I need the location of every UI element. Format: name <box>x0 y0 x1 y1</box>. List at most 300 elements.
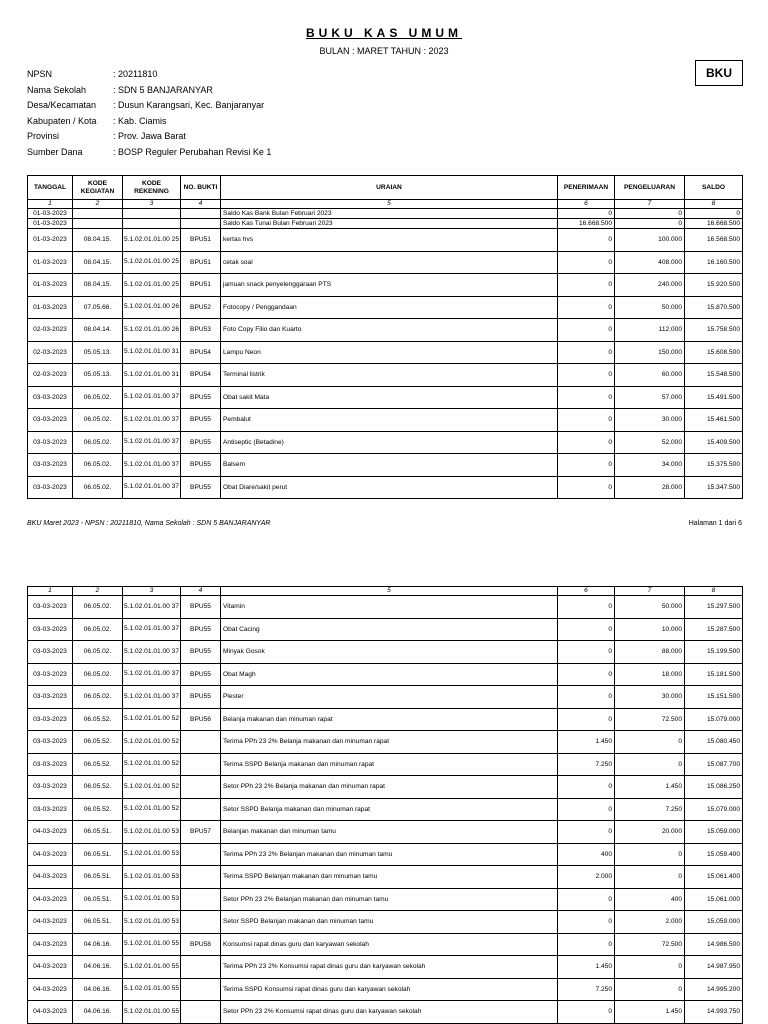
info-label: Desa/Kecamatan <box>27 100 97 111</box>
balance-cell: 15.061.000 <box>685 888 743 911</box>
balance-cell: 15.151.500 <box>685 686 743 709</box>
account-code-cell: 5.1.02.01.01.00 55 <box>123 1001 181 1024</box>
info-label: Kabupaten / Kota <box>27 115 97 126</box>
account-code-cell: 5.1.02.01.01.00 37 <box>123 431 181 454</box>
receipt-no-cell: BPU55 <box>181 476 221 499</box>
date-cell: 01-03-2023 <box>28 229 73 252</box>
date-cell: 03-03-2023 <box>28 431 73 454</box>
activity-code-cell: 06.05.51. <box>73 911 123 934</box>
expense-amount-cell: 60.000 <box>615 364 685 387</box>
account-code-cell: 5.1.02.01.01.00 55 <box>123 933 181 956</box>
account-code-cell: 5.1.02.01.01.00 31 <box>123 341 181 364</box>
activity-code-cell: 06.05.51. <box>73 821 123 844</box>
info-row <box>27 116 271 132</box>
receipt-amount-cell: 0 <box>558 274 615 297</box>
table-row <box>28 409 743 432</box>
column-number: 8 <box>685 200 743 209</box>
info-row <box>27 69 271 85</box>
date-cell: 03-03-2023 <box>28 386 73 409</box>
bku-badge: BKU <box>695 60 743 86</box>
description-cell: Saldo Kas Bank Bulan Februari 2023 <box>221 209 558 219</box>
balance-cell: 14.986.500 <box>685 933 743 956</box>
date-cell: 03-03-2023 <box>28 686 73 709</box>
info-label: Provinsi <box>27 131 60 142</box>
description-cell: Setor PPh 23 2% Belanjan makanan dan minuman tamu <box>221 888 558 911</box>
info-value: : 20211810 <box>113 69 158 79</box>
date-cell: 03-03-2023 <box>28 708 73 731</box>
receipt-no-cell: BPU51 <box>181 274 221 297</box>
balance-cell: 15.461.500 <box>685 409 743 432</box>
receipt-no-cell <box>181 219 221 229</box>
receipt-amount-cell: 0 <box>558 341 615 364</box>
activity-code-cell: 06.05.52. <box>73 731 123 754</box>
table-row <box>28 731 743 754</box>
account-code-cell: 5.1.02.01.01.00 55 <box>123 978 181 1001</box>
balance-cell: 15.347.500 <box>685 476 743 499</box>
expense-amount-cell: 28.000 <box>615 476 685 499</box>
activity-code-cell: 08.04.15. <box>73 229 123 252</box>
description-cell: Terminal listrik <box>221 364 558 387</box>
receipt-amount-cell: 0 <box>558 798 615 821</box>
receipt-no-cell: BPU56 <box>181 708 221 731</box>
receipt-no-cell: BPU57 <box>181 821 221 844</box>
column-header: SALDO <box>685 176 743 200</box>
balance-cell: 16.160.500 <box>685 251 743 274</box>
balance-cell: 15.079.000 <box>685 708 743 731</box>
account-code-cell: 5.1.02.01.01.00 25 <box>123 274 181 297</box>
column-number: 5 <box>221 200 558 209</box>
document-title: BUKU KAS UMUM <box>306 26 462 40</box>
activity-code-cell: 06.05.51. <box>73 843 123 866</box>
activity-code-cell: 06.05.02. <box>73 618 123 641</box>
table-row <box>28 821 743 844</box>
receipt-no-cell: BPU55 <box>181 596 221 619</box>
balance-cell: 0 <box>685 209 743 219</box>
table-row <box>28 798 743 821</box>
activity-code-cell: 04.06.16. <box>73 1001 123 1024</box>
expense-amount-cell: 112.000 <box>615 319 685 342</box>
expense-amount-cell: 20.000 <box>615 821 685 844</box>
balance-cell: 15.375.500 <box>685 454 743 477</box>
date-cell: 03-03-2023 <box>28 409 73 432</box>
receipt-no-cell <box>181 843 221 866</box>
balance-cell: 15.181.500 <box>685 663 743 686</box>
expense-amount-cell: 0 <box>615 866 685 889</box>
table-row <box>28 911 743 934</box>
footer-note: BKU Maret 2023 - NPSN : 20211810, Nama Sekolah : SDN 5 BANJARANYAR <box>27 520 271 527</box>
receipt-amount-cell: 1.450 <box>558 731 615 754</box>
description-cell: Pembalut <box>221 409 558 432</box>
date-cell: 02-03-2023 <box>28 341 73 364</box>
date-cell: 03-03-2023 <box>28 476 73 499</box>
expense-amount-cell: 88.000 <box>615 641 685 664</box>
activity-code-cell: 05.05.13. <box>73 341 123 364</box>
date-cell: 03-03-2023 <box>28 798 73 821</box>
activity-code-cell: 06.05.02. <box>73 476 123 499</box>
receipt-amount-cell: 0 <box>558 686 615 709</box>
receipt-amount-cell: 7.250 <box>558 753 615 776</box>
description-cell: Saldo Kas Tunai Bulan Februari 2023 <box>221 219 558 229</box>
description-cell: Obat Diare/sakit perut <box>221 476 558 499</box>
column-number-row <box>28 587 743 596</box>
activity-code-cell: 06.05.51. <box>73 888 123 911</box>
date-cell: 03-03-2023 <box>28 596 73 619</box>
account-code-cell: 5.1.02.01.01.00 26 <box>123 296 181 319</box>
column-header: TANGGAL <box>28 176 73 200</box>
description-cell: Foto Copy Filio dan Kuarto <box>221 319 558 342</box>
expense-amount-cell: 408.000 <box>615 251 685 274</box>
receipt-no-cell: BPU55 <box>181 386 221 409</box>
balance-cell: 15.608.500 <box>685 341 743 364</box>
receipt-no-cell <box>181 209 221 219</box>
account-code-cell: 5.1.02.01.01.00 52 <box>123 731 181 754</box>
balance-cell: 15.059.000 <box>685 911 743 934</box>
table-row <box>28 978 743 1001</box>
account-code-cell: 5.1.02.01.01.00 37 <box>123 641 181 664</box>
receipt-amount-cell: 0 <box>558 641 615 664</box>
info-value: : Prov. Jawa Barat <box>113 131 186 142</box>
balance-cell: 15.491.500 <box>685 386 743 409</box>
receipt-amount-cell: 0 <box>558 708 615 731</box>
description-cell: Balsem <box>221 454 558 477</box>
account-code-cell: 5.1.02.01.01.00 37 <box>123 596 181 619</box>
expense-amount-cell: 18.000 <box>615 663 685 686</box>
expense-amount-cell: 0 <box>615 978 685 1001</box>
expense-amount-cell: 1.450 <box>615 1001 685 1024</box>
receipt-no-cell: BPU55 <box>181 686 221 709</box>
table-row <box>28 476 743 499</box>
page-indicator: Halaman 1 dari 6 <box>688 520 742 527</box>
activity-code-cell <box>73 209 123 219</box>
table-row <box>28 641 743 664</box>
info-row <box>27 147 271 163</box>
description-cell: Terima SSPD Konsumsi rapat dinas guru dan karyawan sekolah <box>221 978 558 1001</box>
table-row <box>28 956 743 979</box>
activity-code-cell: 06.05.02. <box>73 409 123 432</box>
expense-amount-cell: 52.000 <box>615 431 685 454</box>
description-cell: Obat Magh <box>221 663 558 686</box>
description-cell: Antiseptic (Betadine) <box>221 431 558 454</box>
table-row <box>28 386 743 409</box>
info-row <box>27 131 271 147</box>
column-number: 7 <box>615 200 685 209</box>
date-cell: 03-03-2023 <box>28 753 73 776</box>
receipt-amount-cell: 0 <box>558 296 615 319</box>
receipt-amount-cell: 2.000 <box>558 866 615 889</box>
activity-code-cell: 04.06.16. <box>73 956 123 979</box>
balance-cell: 15.920.500 <box>685 274 743 297</box>
balance-cell: 15.199.500 <box>685 641 743 664</box>
receipt-no-cell: BPU54 <box>181 364 221 387</box>
receipt-no-cell: BPU58 <box>181 933 221 956</box>
receipt-amount-cell: 0 <box>558 596 615 619</box>
account-code-cell <box>123 209 181 219</box>
info-value: : BOSP Reguler Perubahan Revisi Ke 1 <box>113 146 272 157</box>
balance-cell: 14.993.750 <box>685 1001 743 1024</box>
account-code-cell: 5.1.02.01.01.00 37 <box>123 618 181 641</box>
activity-code-cell: 05.05.13. <box>73 364 123 387</box>
expense-amount-cell: 0 <box>615 219 685 229</box>
activity-code-cell: 06.05.52. <box>73 798 123 821</box>
table-row <box>28 274 743 297</box>
receipt-amount-cell: 0 <box>558 364 615 387</box>
account-code-cell: 5.1.02.01.01.00 25 <box>123 251 181 274</box>
column-number: 1 <box>28 587 73 596</box>
account-code-cell: 5.1.02.01.01.00 52 <box>123 708 181 731</box>
description-cell: Belanjan makanan dan minuman tamu <box>221 821 558 844</box>
description-cell: Terima SSPD Belanja makanan dan minuman rapat <box>221 753 558 776</box>
activity-code-cell: 04.06.16. <box>73 978 123 1001</box>
expense-amount-cell: 0 <box>615 956 685 979</box>
table-row <box>28 209 743 219</box>
balance-cell: 15.758.500 <box>685 319 743 342</box>
info-value: : SDN 5 BANJARANYAR <box>113 84 213 95</box>
table-row <box>28 776 743 799</box>
account-code-cell: 5.1.02.01.01.00 53 <box>123 888 181 911</box>
date-cell: 04-03-2023 <box>28 843 73 866</box>
expense-amount-cell: 0 <box>615 843 685 866</box>
school-info <box>27 69 271 163</box>
table-row <box>28 296 743 319</box>
table-header-row <box>28 176 743 200</box>
receipt-no-cell: BPU51 <box>181 251 221 274</box>
date-cell: 03-03-2023 <box>28 641 73 664</box>
receipt-no-cell: BPU51 <box>181 229 221 252</box>
table-row <box>28 708 743 731</box>
balance-cell: 15.297.500 <box>685 596 743 619</box>
bku-table-page-2 <box>27 586 743 1024</box>
receipt-no-cell <box>181 776 221 799</box>
table-row <box>28 454 743 477</box>
description-cell: Terima PPh 23 2% Belanjan makanan dan minuman tamu <box>221 843 558 866</box>
table-row <box>28 753 743 776</box>
expense-amount-cell: 10.000 <box>615 618 685 641</box>
table-row <box>28 663 743 686</box>
expense-amount-cell: 240.000 <box>615 274 685 297</box>
receipt-amount-cell: 0 <box>558 1001 615 1024</box>
column-header: URAIAN <box>221 176 558 200</box>
balance-cell: 16.568.500 <box>685 229 743 252</box>
activity-code-cell <box>73 219 123 229</box>
activity-code-cell: 06.05.02. <box>73 431 123 454</box>
expense-amount-cell: 30.000 <box>615 409 685 432</box>
balance-cell: 15.080.450 <box>685 731 743 754</box>
date-cell: 03-03-2023 <box>28 663 73 686</box>
account-code-cell: 5.1.02.01.01.00 37 <box>123 409 181 432</box>
info-row <box>27 100 271 116</box>
date-cell: 04-03-2023 <box>28 821 73 844</box>
receipt-amount-cell: 0 <box>558 911 615 934</box>
document-subtitle: BULAN : MARET TAHUN : 2023 <box>319 46 449 56</box>
info-value: : Kab. Ciamis <box>113 115 167 126</box>
column-header: NO. BUKTI <box>181 176 221 200</box>
column-number: 3 <box>123 587 181 596</box>
balance-cell: 15.079.000 <box>685 798 743 821</box>
date-cell: 01-03-2023 <box>28 219 73 229</box>
receipt-amount-cell: 400 <box>558 843 615 866</box>
date-cell: 02-03-2023 <box>28 364 73 387</box>
expense-amount-cell: 7.250 <box>615 798 685 821</box>
expense-amount-cell: 0 <box>615 731 685 754</box>
receipt-no-cell <box>181 1001 221 1024</box>
column-number: 4 <box>181 587 221 596</box>
receipt-amount-cell: 0 <box>558 888 615 911</box>
date-cell: 03-03-2023 <box>28 776 73 799</box>
description-cell: Obat sakit Mata <box>221 386 558 409</box>
expense-amount-cell: 400 <box>615 888 685 911</box>
column-number: 2 <box>73 587 123 596</box>
description-cell: Belanja makanan dan minuman rapat <box>221 708 558 731</box>
table-row <box>28 219 743 229</box>
receipt-amount-cell: 0 <box>558 776 615 799</box>
balance-cell: 15.059.400 <box>685 843 743 866</box>
account-code-cell: 5.1.02.01.01.00 26 <box>123 319 181 342</box>
info-label: Nama Sekolah <box>27 84 87 95</box>
date-cell: 04-03-2023 <box>28 1001 73 1024</box>
description-cell: Konsumsi rapat dinas guru dan karyawan sekolah <box>221 933 558 956</box>
info-row <box>27 85 271 101</box>
activity-code-cell: 06.05.02. <box>73 596 123 619</box>
description-cell: Obat Cacing <box>221 618 558 641</box>
receipt-amount-cell: 0 <box>558 933 615 956</box>
expense-amount-cell: 0 <box>615 209 685 219</box>
balance-cell: 16.668.500 <box>685 219 743 229</box>
table-row <box>28 843 743 866</box>
receipt-amount-cell: 0 <box>558 821 615 844</box>
account-code-cell: 5.1.02.01.01.00 37 <box>123 454 181 477</box>
column-number: 8 <box>685 587 743 596</box>
table-row <box>28 251 743 274</box>
balance-cell: 15.059.000 <box>685 821 743 844</box>
balance-cell: 15.087.700 <box>685 753 743 776</box>
activity-code-cell: 06.05.02. <box>73 454 123 477</box>
column-number-row <box>28 200 743 209</box>
account-code-cell: 5.1.02.01.01.00 37 <box>123 386 181 409</box>
account-code-cell: 5.1.02.01.01.00 53 <box>123 911 181 934</box>
activity-code-cell: 08.04.14. <box>73 319 123 342</box>
balance-cell: 15.061.400 <box>685 866 743 889</box>
receipt-amount-cell: 0 <box>558 476 615 499</box>
info-label: NPSN <box>27 69 53 79</box>
account-code-cell: 5.1.02.01.01.00 25 <box>123 229 181 252</box>
expense-amount-cell: 2.000 <box>615 911 685 934</box>
account-code-cell: 5.1.02.01.01.00 53 <box>123 866 181 889</box>
date-cell: 03-03-2023 <box>28 618 73 641</box>
date-cell: 04-03-2023 <box>28 911 73 934</box>
receipt-no-cell <box>181 731 221 754</box>
receipt-amount-cell: 0 <box>558 663 615 686</box>
activity-code-cell: 06.05.52. <box>73 776 123 799</box>
description-cell: Terima SSPD Belanjan makanan dan minuman tamu <box>221 866 558 889</box>
account-code-cell: 5.1.02.01.01.00 52 <box>123 776 181 799</box>
column-number: 6 <box>558 200 615 209</box>
date-cell: 01-03-2023 <box>28 251 73 274</box>
receipt-amount-cell: 16.668.500 <box>558 219 615 229</box>
description-cell: Plester <box>221 686 558 709</box>
date-cell: 04-03-2023 <box>28 978 73 1001</box>
receipt-no-cell: BPU52 <box>181 296 221 319</box>
activity-code-cell: 08.04.15. <box>73 251 123 274</box>
bku-table-page-1 <box>27 175 743 499</box>
date-cell: 04-03-2023 <box>28 866 73 889</box>
date-cell: 04-03-2023 <box>28 888 73 911</box>
date-cell: 01-03-2023 <box>28 209 73 219</box>
receipt-no-cell: BPU55 <box>181 431 221 454</box>
description-cell: Lampu Neon <box>221 341 558 364</box>
balance-cell: 15.409.500 <box>685 431 743 454</box>
balance-cell: 14.995.200 <box>685 978 743 1001</box>
description-cell: Vitamin <box>221 596 558 619</box>
receipt-amount-cell: 0 <box>558 251 615 274</box>
info-label: Sumber Dana <box>27 146 83 157</box>
activity-code-cell: 06.05.52. <box>73 708 123 731</box>
account-code-cell: 5.1.02.01.01.00 52 <box>123 753 181 776</box>
account-code-cell: 5.1.02.01.01.00 53 <box>123 843 181 866</box>
table-row <box>28 1001 743 1024</box>
activity-code-cell: 06.05.02. <box>73 386 123 409</box>
table-row <box>28 933 743 956</box>
table-row <box>28 319 743 342</box>
receipt-amount-cell: 1.450 <box>558 956 615 979</box>
activity-code-cell: 04.06.16. <box>73 933 123 956</box>
receipt-no-cell <box>181 888 221 911</box>
table-row <box>28 341 743 364</box>
table-row <box>28 431 743 454</box>
expense-amount-cell: 150.000 <box>615 341 685 364</box>
account-code-cell: 5.1.02.01.01.00 37 <box>123 686 181 709</box>
expense-amount-cell: 50.000 <box>615 296 685 319</box>
column-number: 4 <box>181 200 221 209</box>
receipt-no-cell <box>181 798 221 821</box>
receipt-amount-cell: 0 <box>558 229 615 252</box>
date-cell: 03-03-2023 <box>28 731 73 754</box>
column-header: PENGELUARAN <box>615 176 685 200</box>
table-row <box>28 618 743 641</box>
receipt-no-cell: BPU55 <box>181 641 221 664</box>
receipt-amount-cell: 0 <box>558 618 615 641</box>
receipt-no-cell <box>181 866 221 889</box>
description-cell: Setor SSPD Belanja makanan dan minuman rapat <box>221 798 558 821</box>
balance-cell: 15.548.500 <box>685 364 743 387</box>
receipt-amount-cell: 0 <box>558 209 615 219</box>
date-cell: 03-03-2023 <box>28 454 73 477</box>
receipt-amount-cell: 0 <box>558 454 615 477</box>
table-row <box>28 229 743 252</box>
receipt-no-cell: BPU54 <box>181 341 221 364</box>
activity-code-cell: 08.04.15. <box>73 274 123 297</box>
receipt-no-cell <box>181 911 221 934</box>
receipt-amount-cell: 0 <box>558 319 615 342</box>
description-cell: Minyak Gosok <box>221 641 558 664</box>
expense-amount-cell: 30.000 <box>615 686 685 709</box>
description-cell: Setor PPh 23 2% Konsumsi rapat dinas guru dan karyawan sekolah <box>221 1001 558 1024</box>
date-cell: 02-03-2023 <box>28 319 73 342</box>
expense-amount-cell: 57.000 <box>615 386 685 409</box>
account-code-cell: 5.1.02.01.01.00 52 <box>123 798 181 821</box>
receipt-amount-cell: 7.250 <box>558 978 615 1001</box>
date-cell: 04-03-2023 <box>28 956 73 979</box>
date-cell: 01-03-2023 <box>28 274 73 297</box>
column-number: 5 <box>221 587 558 596</box>
expense-amount-cell: 72.500 <box>615 708 685 731</box>
account-code-cell: 5.1.02.01.01.00 55 <box>123 956 181 979</box>
description-cell: kertas hvs <box>221 229 558 252</box>
column-number: 7 <box>615 587 685 596</box>
receipt-no-cell: BPU55 <box>181 618 221 641</box>
description-cell: jamuan snack penyelenggaraan PTS <box>221 274 558 297</box>
description-cell: Terima PPh 23 2% Belanja makanan dan minuman rapat <box>221 731 558 754</box>
receipt-no-cell: BPU55 <box>181 454 221 477</box>
